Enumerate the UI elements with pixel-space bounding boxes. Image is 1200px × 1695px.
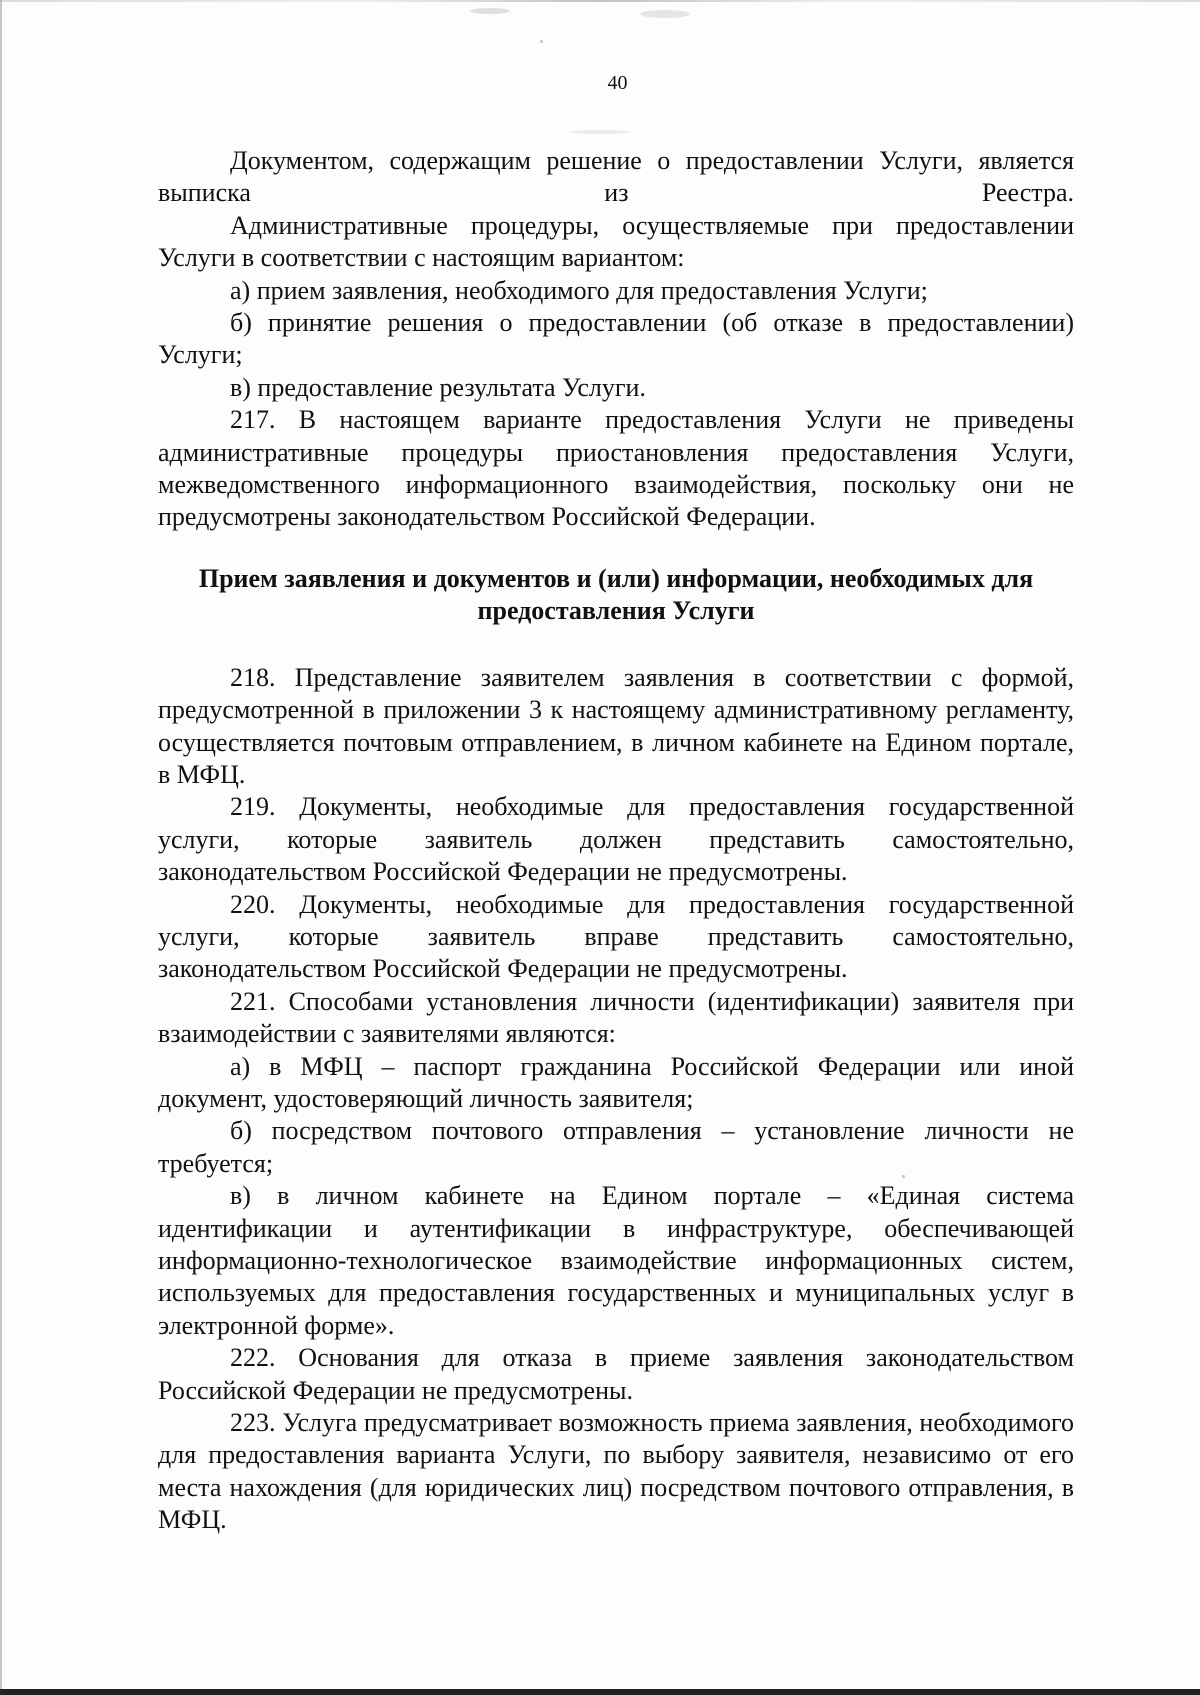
paragraph-219: 219. Документы, необходимые для предоставления государственной услуги, которые заявитель должен представить самостоятельно, законодательством Российской Федерации не предусмотрены.: [158, 792, 1074, 887]
scan-noise: [640, 10, 690, 18]
paragraph: Административные процедуры, осуществляемые при предоставлении Услуги в соответствии с настоящим вариантом:: [158, 210, 1074, 273]
page-number: 40: [607, 72, 628, 94]
paragraph-217: 217. В настоящем варианте предоставления Услуги не приведены административные процедуры приостановления предоставления Услуги, межведомственного информационного взаимодействия, поскольку они не предусмотрены законодательством Российской Федерации.: [158, 405, 1074, 532]
list-item: в) предоставление результата Услуги.: [230, 372, 646, 402]
paragraph: Документом, содержащим решение о предоставлении Услуги, является выписка из Реестра.: [158, 146, 1074, 208]
scan-noise: [470, 8, 510, 14]
list-item: б) принятие решения о предоставлении (об отказе в предоставлении) Услуги;: [158, 308, 1074, 370]
paragraph-220: 220. Документы, необходимые для предоставления государственной услуги, которые заявитель вправе представить самостоятельно, законодательством Российской Федерации не предусмотрены.: [158, 889, 1074, 984]
paragraph-223: 223. Услуга предусматривает возможность приема заявления, необходимого для предоставления варианта Услуги, по выбору заявителя, независимо от его места нахождения (для юридических лиц) посредством почтового отправления, в МФЦ.: [158, 1408, 1074, 1535]
list-item: в) в личном кабинете на Едином портале – «Единая система идентификации и аутентификации в инфраструктуре, обеспечивающей информационно-технологическое взаимодействие информационных систем, используемых для предоставления государственных и муниципальных услуг в электронной форме».: [158, 1181, 1074, 1340]
list-item: б) посредством почтового отправления – установление личности не требуется;: [158, 1116, 1074, 1178]
list-item: а) прием заявления, необходимого для предоставления Услуги;: [230, 275, 928, 305]
scan-noise: [570, 130, 630, 134]
paragraph-222: 222. Основания для отказа в приеме заявления законодательством Российской Федерации не предусмотрены.: [158, 1343, 1074, 1405]
document-body: [158, 145, 1074, 1537]
scan-edge-top: [0, 0, 1200, 2]
section-heading: Прием заявления и документов и (или) информации, необходимых для предоставления Услуги: [198, 563, 1034, 626]
paragraph-218: 218. Представление заявителем заявления в соответствии с формой, предусмотренной в приложении 3 к настоящему административному регламенту, осуществляется почтовым отправлением, в личном кабинете на Едином портале, в МФЦ.: [158, 662, 1074, 789]
scan-edge-left: [0, 0, 2, 1695]
scan-noise: [540, 40, 543, 43]
list-item: а) в МФЦ – паспорт гражданина Российской Федерации или иной документ, удостоверяющий личность заявителя;: [158, 1051, 1074, 1113]
paragraph-221: 221. Способами установления личности (идентификации) заявителя при взаимодействии с заявителями являются:: [158, 986, 1074, 1049]
scan-edge-bottom: [0, 1689, 1200, 1695]
